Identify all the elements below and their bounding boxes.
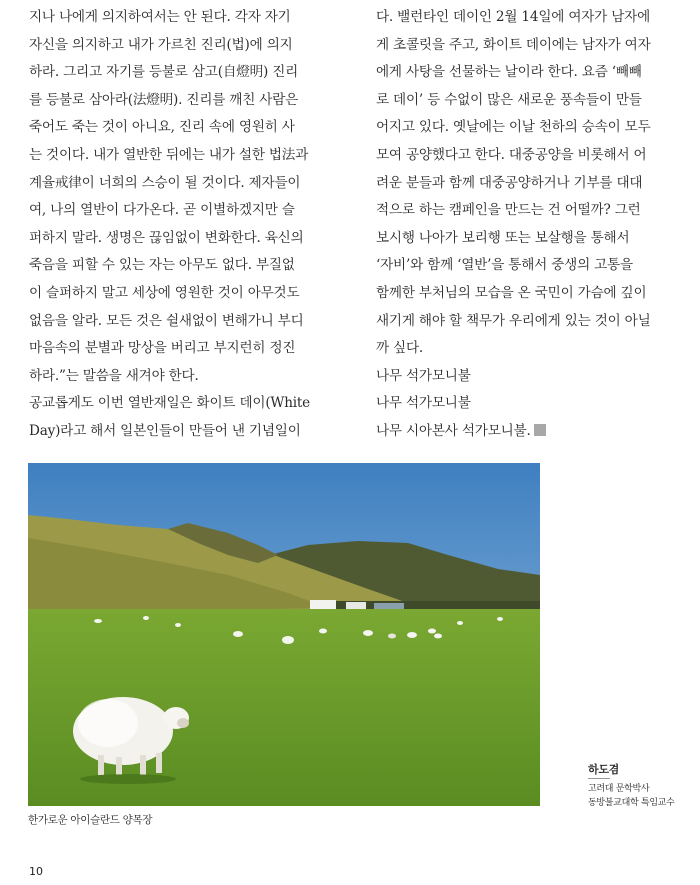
text-line: 는 것이다. 내가 열반한 뒤에는 내가 설한 법法과 [29,146,309,163]
text-line: 나무 석가모니불 [376,395,471,412]
text-line: 다. 밸런타인 데이인 2월 14일에 여자가 남자에 [376,9,651,25]
text-line: 모여 공양했다고 한다. 대중공양을 비롯해서 어 [376,146,647,163]
text-line: 죽어도 죽는 것이 아니요, 진리 속에 영원히 사 [29,119,295,136]
text-line: 죽음을 피할 수 있는 자는 아무도 없다. 부질없 [29,257,295,274]
text-line: 게 초콜릿을 주고, 화이트 데이에는 남자가 여자 [376,36,651,53]
sheep [233,631,243,637]
text-line: 하라. 그리고 자기를 등불로 삼고(自燈明) 진리 [29,64,299,81]
text-line: 적으로 하는 캠페인을 만드는 건 어떨까? 그런 [376,202,641,219]
text-line: 로 데이’ 등 수없이 많은 새로운 풍속들이 만들 [376,91,642,108]
text-line: 여, 나의 열반이 다가온다. 곧 이별하겠지만 슬 [29,202,295,219]
text-line: 마음속의 분별과 망상을 버리고 부지런히 정진 [29,340,296,357]
barn [374,603,404,609]
text-line: 보시행 나아가 보리행 또는 보살행을 통해서 [376,229,630,246]
sheep [497,617,503,621]
sheep [319,629,327,634]
text-line: 공교롭게도 이번 열반재일은 화이트 데이(White [29,395,311,412]
body-text-right-column [376,4,673,446]
sheep [388,634,396,639]
text-line: 퍼하지 말라. 생명은 끊임없이 변화한다. 육신의 [29,229,304,246]
text-line: 계율戒律이 너희의 스승이 될 것이다. 제자들이 [29,174,301,191]
text-line: 하라.”는 말씀을 새겨야 한다. [29,367,199,384]
text-line: Day)라고 해서 일본인들이 만들어 낸 기념일이 [29,422,301,439]
text-line: 나무 석가모니불 [376,367,471,384]
sheep [457,621,463,625]
sheep-farm-photo [28,463,540,806]
sheep [94,619,102,623]
text-line [376,418,673,446]
text-line: 에게 사탕을 선물하는 날이라 한다. 요즘 ‘빼빼 [376,64,642,81]
body-text-left-column [29,4,328,446]
text-line: ‘자비’와 함께 ‘열반’을 통해서 중생의 고통을 [376,257,633,274]
text-line: 어지고 있다. 옛날에는 이날 천하의 승속이 모두 [376,119,651,136]
text-line: 함께한 부처님의 모습을 온 국민이 가슴에 깊이 [376,284,647,301]
text-line: 새기게 해야 할 책무가 우리에게 있는 것이 아닐 [376,312,651,329]
farmhouse [310,600,336,609]
end-of-article-mark [534,424,546,436]
photo-caption: 한가로운 아이슬란드 양목장 [28,814,153,826]
text-line: 없음을 알라. 모든 것은 쉴새없이 변해가니 부디 [29,312,304,329]
author-info [588,762,675,810]
author-title: 동방불교대학 특임교수 [588,798,675,808]
sheep [428,629,436,634]
sheep [363,630,373,636]
sheep [143,616,149,620]
author-name: 하도겸 [588,763,619,776]
author-divider [588,778,610,779]
sheep [407,632,417,638]
text-line: 이 슬퍼하지 말고 세상에 영원한 것이 아무것도 [29,284,300,301]
text-line: 자신을 의지하고 내가 가르친 진리(법)에 의지 [29,36,293,53]
sheep [434,634,442,639]
sheep [175,623,181,627]
farm-building [346,602,366,609]
text-line: 까 싶다. [376,340,424,357]
closing-line: 나무 시아본사 석가모니불. [376,422,531,439]
text-line: 를 등불로 삼아라(法燈明). 진리를 깨친 사람은 [29,91,299,108]
author-title: 고려대 문학박사 [588,784,650,794]
page-number: 10 [29,865,43,878]
sheep [282,636,294,644]
text-line: 려운 분들과 함께 대중공양하거나 기부를 대대 [376,174,643,191]
text-line: 지나 나에게 의지하여서는 안 된다. 각자 자기 [29,9,291,25]
